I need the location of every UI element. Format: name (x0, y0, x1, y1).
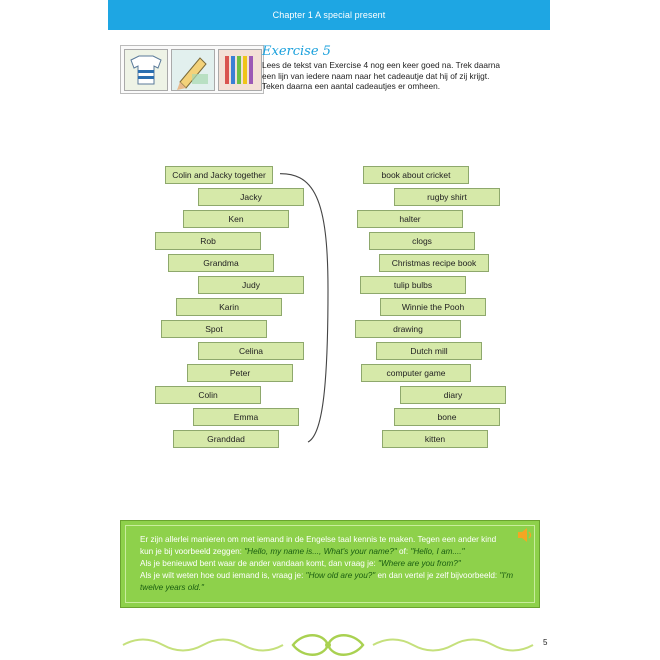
page-number: 5 (543, 638, 548, 647)
present-box[interactable]: Christmas recipe book (379, 254, 489, 272)
example-phrase: "Hello, my name is..., What's your name?" (244, 547, 397, 556)
present-box[interactable]: Dutch mill (376, 342, 482, 360)
pencil-drawing-illustration (171, 49, 215, 91)
name-box[interactable]: Emma (193, 408, 299, 426)
name-box[interactable]: Grandma (168, 254, 274, 272)
chapter-title: Chapter 1 A special present (272, 10, 386, 20)
info-line-1: Er zijn allerlei manieren om met iemand in de Engelse taal kennis te maken. Tegen een ander kind (140, 535, 497, 544)
name-box[interactable]: Judy (198, 276, 304, 294)
chapter-header (108, 0, 550, 30)
instruction-line: een lijn van iedere naam naar het cadeautje dat hij of zij krijgt. (262, 70, 490, 81)
info-text (140, 534, 645, 594)
name-box[interactable]: Jacky (198, 188, 304, 206)
present-box[interactable]: diary (400, 386, 506, 404)
present-box[interactable]: Winnie the Pooh (380, 298, 486, 316)
present-box[interactable]: clogs (369, 232, 475, 250)
present-box[interactable]: book about cricket (363, 166, 469, 184)
info-line-4-connector: en dan vertel je zelf bijvoorbeeld: (375, 571, 500, 580)
info-line-2 (140, 546, 645, 558)
present-box[interactable]: bone (394, 408, 500, 426)
info-line-2-connector: of: (396, 547, 411, 556)
info-line-3 (140, 558, 645, 570)
name-box[interactable]: Spot (161, 320, 267, 338)
exercise-title: Exercise 5 (262, 44, 331, 59)
rugby-shirt-illustration (124, 49, 168, 91)
instruction-line: Teken daarna een aantal cadeautjes er omheen. (262, 81, 441, 92)
instruction-line: Lees de tekst van Exercise 4 nog een keer goed na. Trek daarna (262, 60, 500, 70)
exercise-instructions (262, 60, 507, 92)
example-phrase: twelve years old." (140, 583, 204, 592)
present-box[interactable]: computer game (361, 364, 471, 382)
name-box[interactable]: Peter (187, 364, 293, 382)
info-line-3-text: Als je benieuwd bent waar de ander vandaan komt, dan vraag je: (140, 559, 379, 568)
info-line-2-text: kun je bij voorbeeld zeggen: (140, 547, 245, 556)
example-phrase: "How old are you?" (305, 571, 376, 580)
colored-pencils-illustration (218, 49, 262, 91)
present-box[interactable]: rugby shirt (394, 188, 500, 206)
example-connecting-line (280, 160, 360, 460)
footer-ornament (118, 632, 538, 658)
present-box[interactable]: tulip bulbs (360, 276, 466, 294)
name-box[interactable]: Ken (183, 210, 289, 228)
name-box[interactable]: Karin (176, 298, 282, 316)
info-line-5 (140, 582, 645, 594)
name-box[interactable]: Colin (155, 386, 261, 404)
exercise-illustrations (120, 45, 264, 94)
name-box[interactable]: Rob (155, 232, 261, 250)
example-phrase: "Hello, I am...." (410, 547, 465, 556)
name-box[interactable]: Granddad (173, 430, 279, 448)
present-box[interactable]: drawing (355, 320, 461, 338)
present-box[interactable]: kitten (382, 430, 488, 448)
present-box[interactable]: halter (357, 210, 463, 228)
info-line-4 (140, 570, 645, 582)
example-phrase: "I'm (499, 571, 514, 580)
example-phrase: "Where are you from?" (378, 559, 461, 568)
info-line-4-text: Als je wilt weten hoe oud iemand is, vraag je: (140, 571, 306, 580)
name-box[interactable]: Celina (198, 342, 304, 360)
name-box[interactable]: Colin and Jacky together (165, 166, 273, 184)
